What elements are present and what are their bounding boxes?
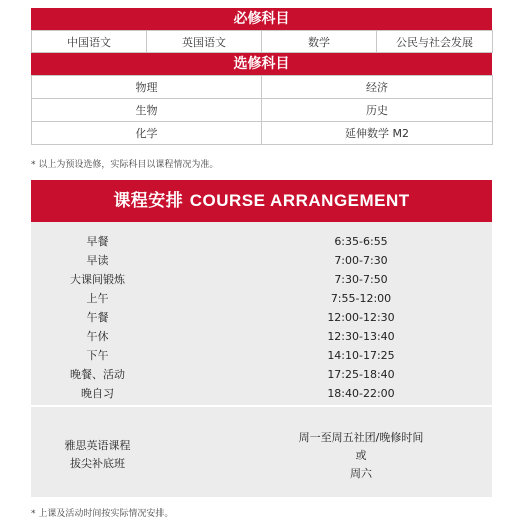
required-subjects-header: 必修科目 — [31, 8, 492, 30]
subject-cell: 中国语文 — [32, 31, 147, 53]
table-row — [32, 99, 493, 122]
schedule-row — [31, 232, 492, 251]
subject-cell: 化学 — [32, 122, 262, 145]
schedule-row — [31, 346, 492, 365]
schedule-activity: 上午 — [86, 292, 109, 305]
schedule-time: 12:30-13:40 — [327, 330, 395, 343]
required-subjects-table — [31, 30, 493, 53]
schedule-time: 7:55-12:00 — [330, 292, 392, 305]
schedule-activity: 晚自习 — [81, 387, 114, 400]
subject-cell: 经济 — [262, 76, 493, 99]
schedule-row — [31, 270, 492, 289]
schedule-title-cn: 课程安排 — [113, 191, 184, 211]
subject-cell: 公民与社会发展 — [377, 31, 493, 53]
schedule-header — [31, 180, 492, 222]
schedule-footnote: * 上课及活动时间按实际情况安排。 — [31, 509, 174, 519]
schedule-time: 7:30-7:50 — [334, 273, 388, 286]
schedule-activity: 下午 — [86, 349, 109, 362]
table-row — [32, 122, 493, 145]
subject-cell: 历史 — [262, 99, 493, 122]
schedule-time: 18:40-22:00 — [327, 387, 395, 400]
extra-course-time: 周六 — [350, 467, 372, 480]
schedule-row — [31, 308, 492, 327]
schedule-activity: 大课间锻炼 — [70, 273, 125, 286]
schedule-row — [31, 289, 492, 308]
table-row — [32, 31, 493, 53]
schedule-activity: 早餐 — [86, 235, 109, 248]
schedule-activity: 午休 — [86, 330, 109, 343]
schedule-title-en: COURSE ARRANGEMENT — [189, 191, 410, 210]
schedule-row — [31, 327, 492, 346]
elective-subjects-header: 选修科目 — [31, 53, 492, 75]
schedule-time: 7:00-7:30 — [334, 254, 388, 267]
schedule-table — [31, 222, 492, 497]
subject-cell: 数学 — [262, 31, 377, 53]
subject-cell: 英国语文 — [147, 31, 262, 53]
schedule-activity: 午餐 — [86, 311, 109, 324]
subjects-footnote: * 以上为预设选修，实际科目以课程情况为准。 — [31, 160, 219, 170]
schedule-row — [31, 365, 492, 384]
extra-course-label: 雅思英语课程 — [64, 439, 131, 452]
elective-subjects-table — [31, 75, 493, 145]
schedule-divider — [31, 405, 492, 407]
schedule-activity: 早读 — [86, 254, 109, 267]
schedule-row — [31, 384, 492, 403]
subject-cell: 生物 — [32, 99, 262, 122]
schedule-time: 6:35-6:55 — [334, 235, 388, 248]
table-row — [32, 76, 493, 99]
extra-course-time: 或 — [355, 449, 367, 462]
extra-course-label: 拔尖补底班 — [70, 457, 125, 470]
extra-course-time: 周一至周五社团/晚修时间 — [298, 431, 424, 444]
subject-cell: 物理 — [32, 76, 262, 99]
schedule-time: 17:25-18:40 — [327, 368, 395, 381]
subject-cell: 延伸数学 M2 — [262, 122, 493, 145]
schedule-time: 12:00-12:30 — [327, 311, 395, 324]
schedule-activity: 晚餐、活动 — [70, 368, 125, 381]
schedule-time: 14:10-17:25 — [327, 349, 395, 362]
schedule-row — [31, 251, 492, 270]
